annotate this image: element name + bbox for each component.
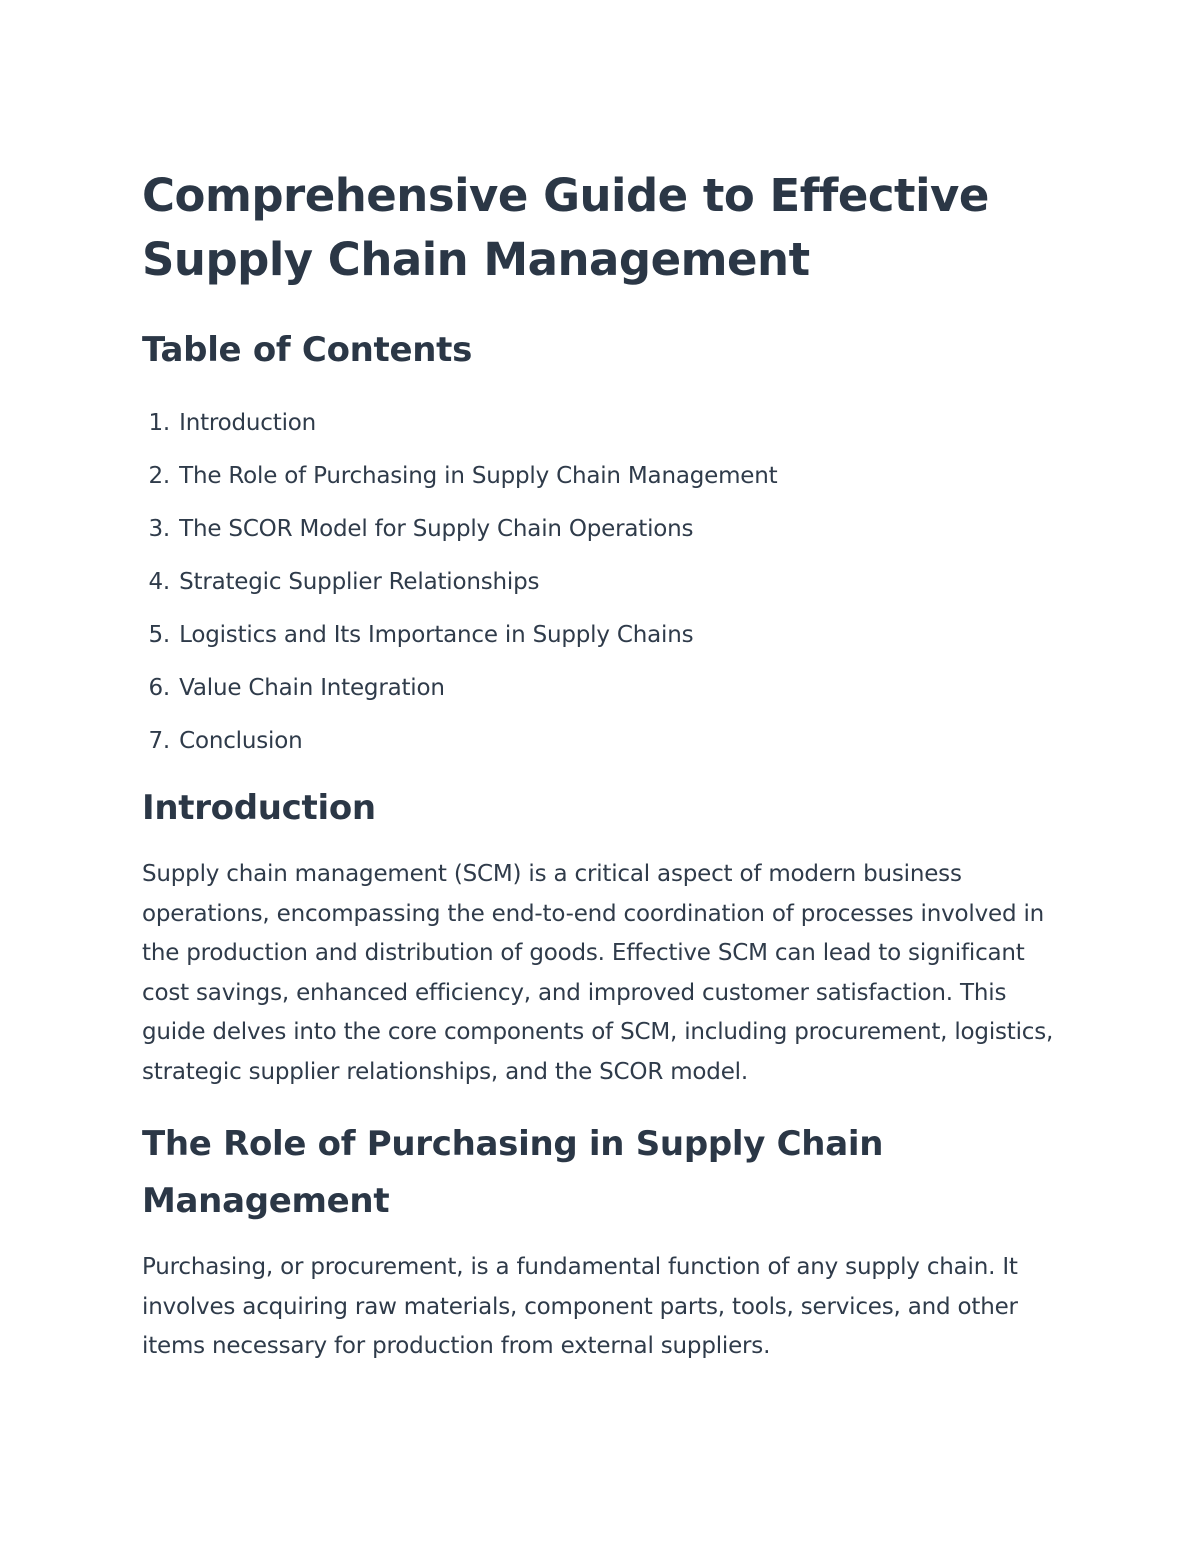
- toc-item-label: Strategic Supplier Relationships: [179, 569, 540, 595]
- toc-item-number: 4.: [148, 569, 170, 595]
- toc-item-label: Value Chain Integration: [179, 675, 445, 701]
- toc-item[interactable]: [142, 662, 1072, 715]
- toc-item-number: 2.: [148, 463, 170, 489]
- table-of-contents: [142, 397, 1072, 768]
- section-body-introduction: Supply chain management (SCM) is a critical aspect of modern business operations, encompassing the end-to-end coordination of processes involved in the production and distribution of goods. Effective SCM can lead to significant cost savings, enhanced efficiency, and improved customer satisfaction. This guide delves into the core components of SCM, including procurement, logistics, strategic supplier relationships, and the SCOR model.: [142, 861, 1054, 1085]
- toc-item[interactable]: [142, 715, 1072, 768]
- section-heading-introduction: Introduction: [142, 788, 376, 828]
- toc-item-number: 5.: [148, 622, 170, 648]
- toc-item[interactable]: [142, 397, 1072, 450]
- toc-item[interactable]: [142, 556, 1072, 609]
- document-title: Comprehensive Guide to Effective Supply Chain Management: [142, 169, 989, 286]
- toc-item-label: The SCOR Model for Supply Chain Operations: [179, 516, 694, 542]
- toc-item[interactable]: [142, 609, 1072, 662]
- toc-item-label: Logistics and Its Importance in Supply Chains: [179, 622, 694, 648]
- section-heading-purchasing: The Role of Purchasing in Supply Chain Management: [142, 1124, 884, 1221]
- toc-heading: Table of Contents: [142, 330, 473, 370]
- document-page: [142, 164, 1072, 1367]
- toc-item-number: 7.: [148, 728, 170, 754]
- toc-item-label: The Role of Purchasing in Supply Chain Management: [179, 463, 778, 489]
- toc-item[interactable]: [142, 450, 1072, 503]
- toc-item-number: 3.: [148, 516, 170, 542]
- section-body-purchasing: Purchasing, or procurement, is a fundamental function of any supply chain. It involves acquiring raw materials, component parts, tools, services, and other items necessary for production from external suppliers.: [142, 1254, 1018, 1359]
- toc-item[interactable]: [142, 503, 1072, 556]
- toc-item-label: Conclusion: [179, 728, 303, 754]
- toc-item-label: Introduction: [179, 410, 317, 436]
- toc-item-number: 1.: [148, 410, 170, 436]
- toc-item-number: 6.: [148, 675, 170, 701]
